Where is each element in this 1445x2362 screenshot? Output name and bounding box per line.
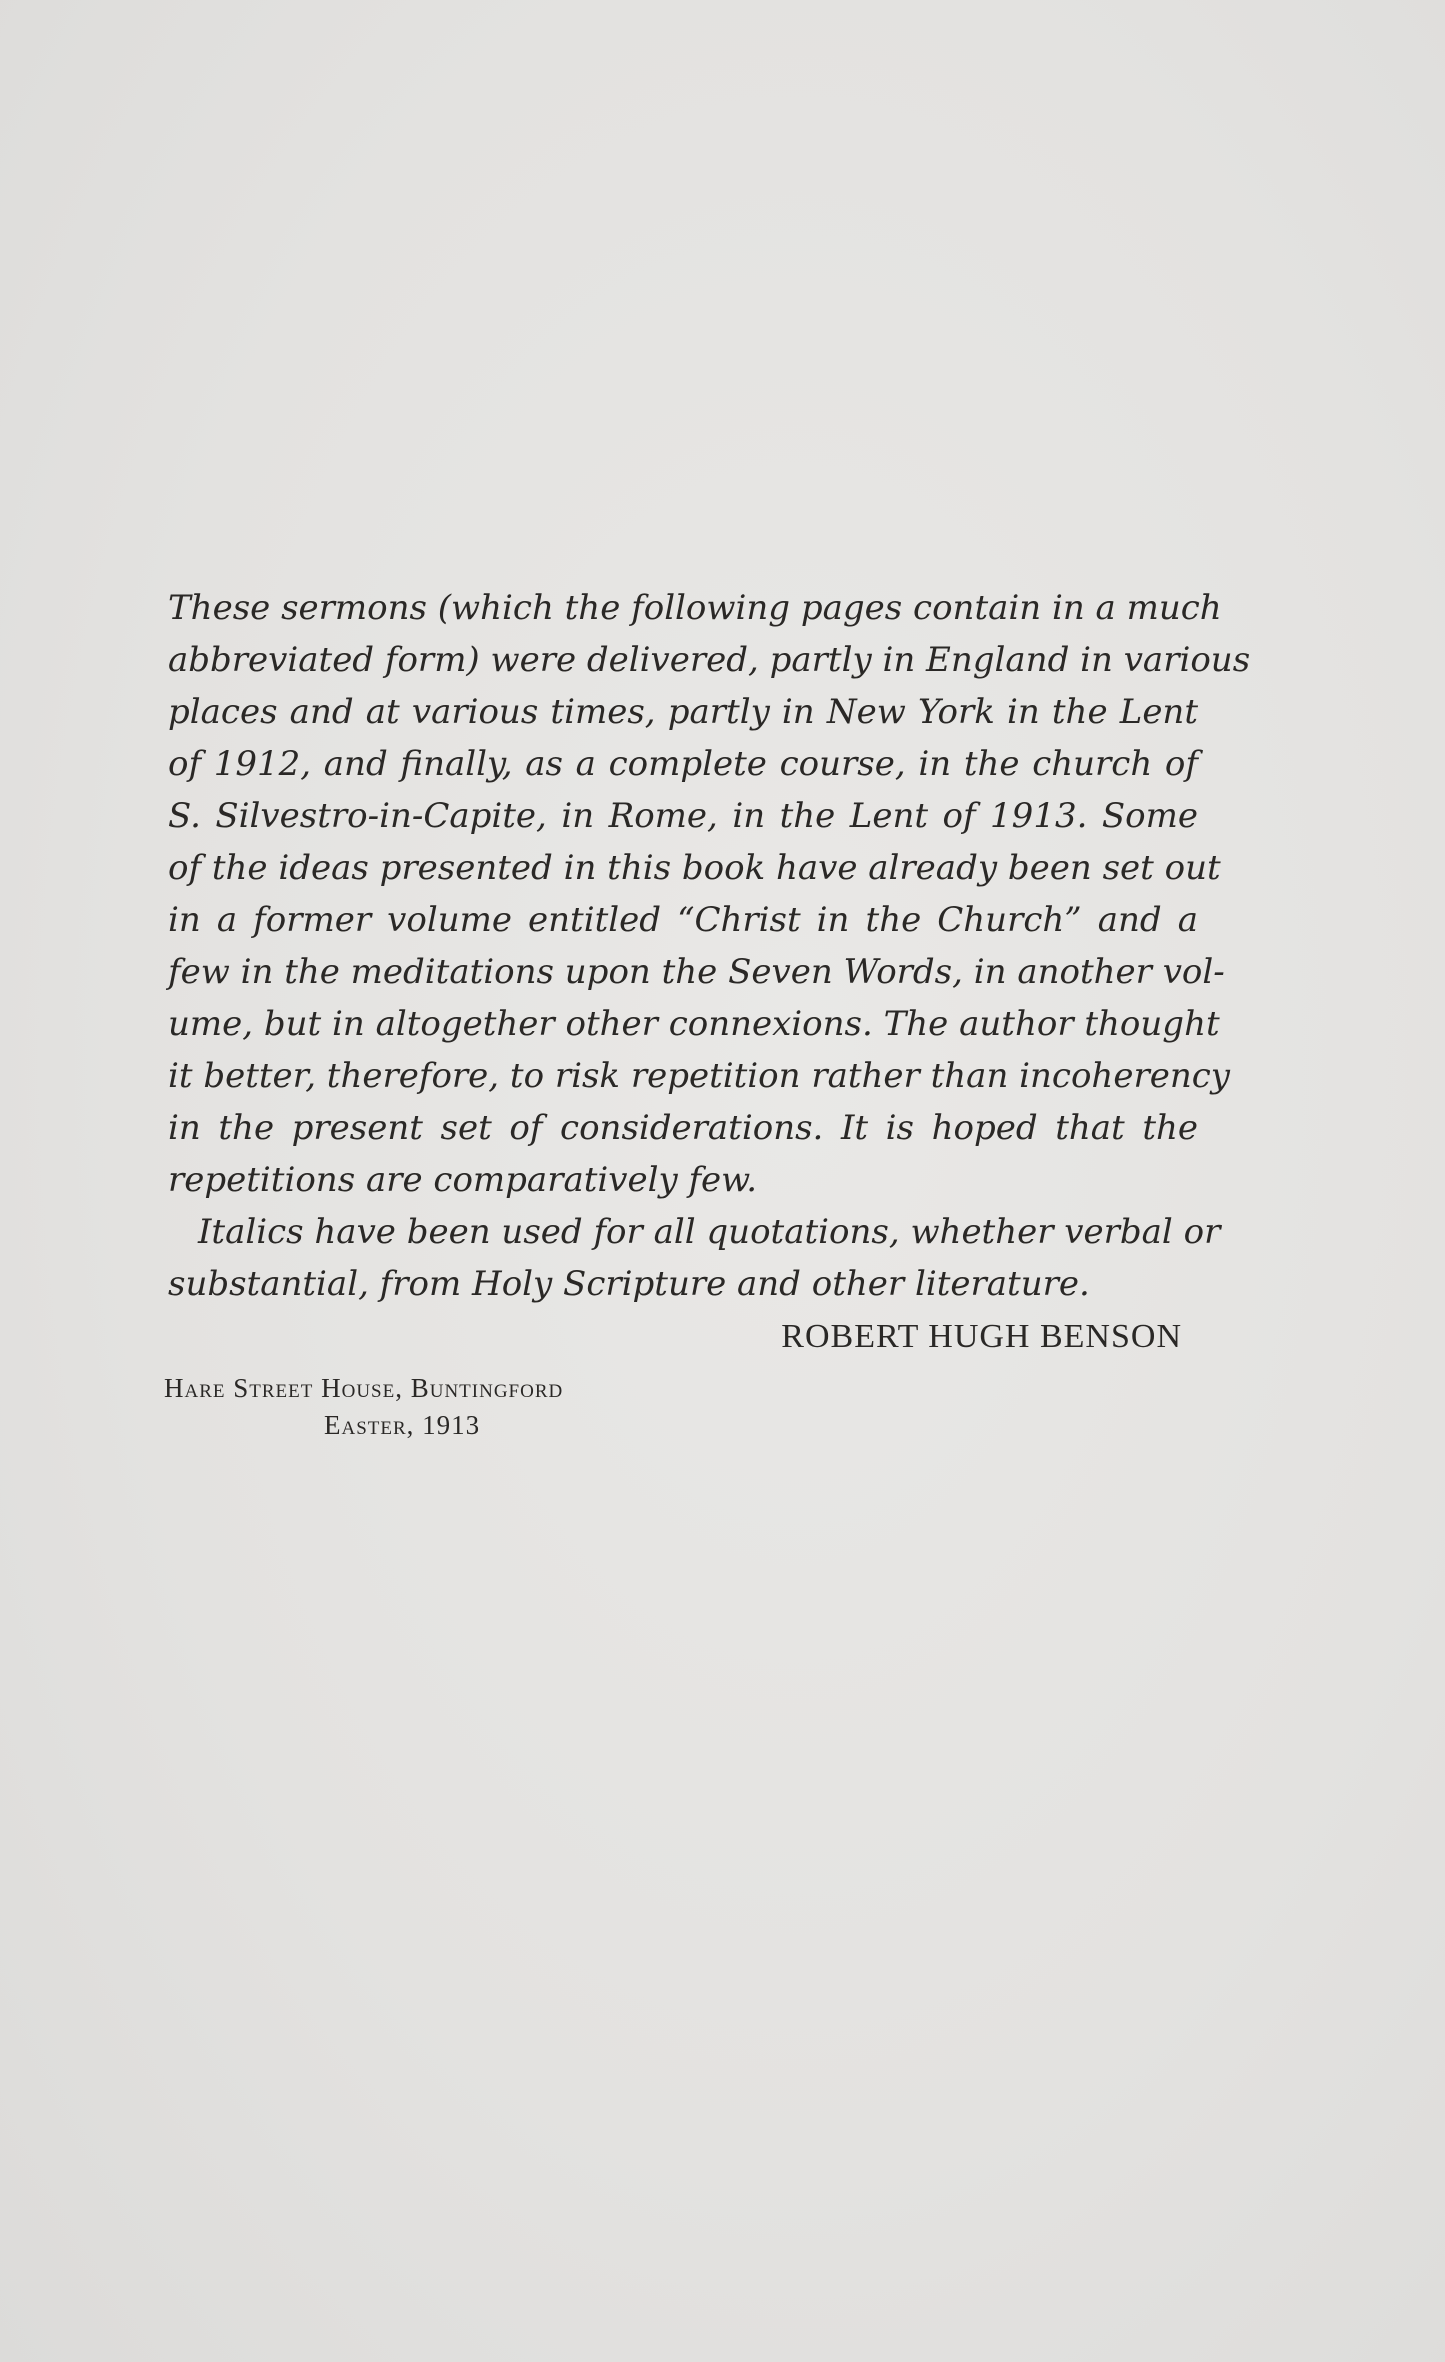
address-date: Easter, 1913 — [324, 1410, 481, 1440]
preface-line: ume, but in altogether other connexions. The author thought — [168, 1004, 1220, 1044]
preface-line: it better, therefore, to risk repetition rather than incoherency — [168, 1056, 1230, 1096]
preface-line: of the ideas presented in this book have already been set out — [168, 848, 1221, 888]
address-place: Hare Street House, Buntingford — [164, 1373, 564, 1403]
preface-line: substantial, from Holy Scripture and other literature. — [168, 1264, 1090, 1304]
preface-line: These sermons (which the following pages contain in a much — [168, 588, 1222, 628]
preface-line: few in the meditations upon the Seven Words, in another vol- — [168, 952, 1225, 992]
preface-line: repetitions are comparatively few. — [168, 1160, 758, 1200]
preface-line: S. Silvestro-in-Capite, in Rome, in the Lent of 1913. Some — [168, 796, 1198, 836]
author-signature: ROBERT HUGH BENSON — [781, 1318, 1182, 1355]
preface-line: places and at various times, partly in New York in the Lent — [168, 692, 1198, 732]
preface-line: in a former volume entitled “Christ in the Church” and a — [168, 900, 1198, 940]
preface-line: in the present set of considerations. It is hoped that the — [168, 1108, 1198, 1148]
preface-line: abbreviated form) were delivered, partly in England in various — [168, 640, 1251, 680]
address-block — [164, 1370, 563, 1444]
preface-text — [168, 582, 1251, 1310]
preface-line: Italics have been used for all quotations, whether verbal or — [198, 1212, 1221, 1252]
preface-line: of 1912, and finally, as a complete course, in the church of — [168, 744, 1198, 784]
